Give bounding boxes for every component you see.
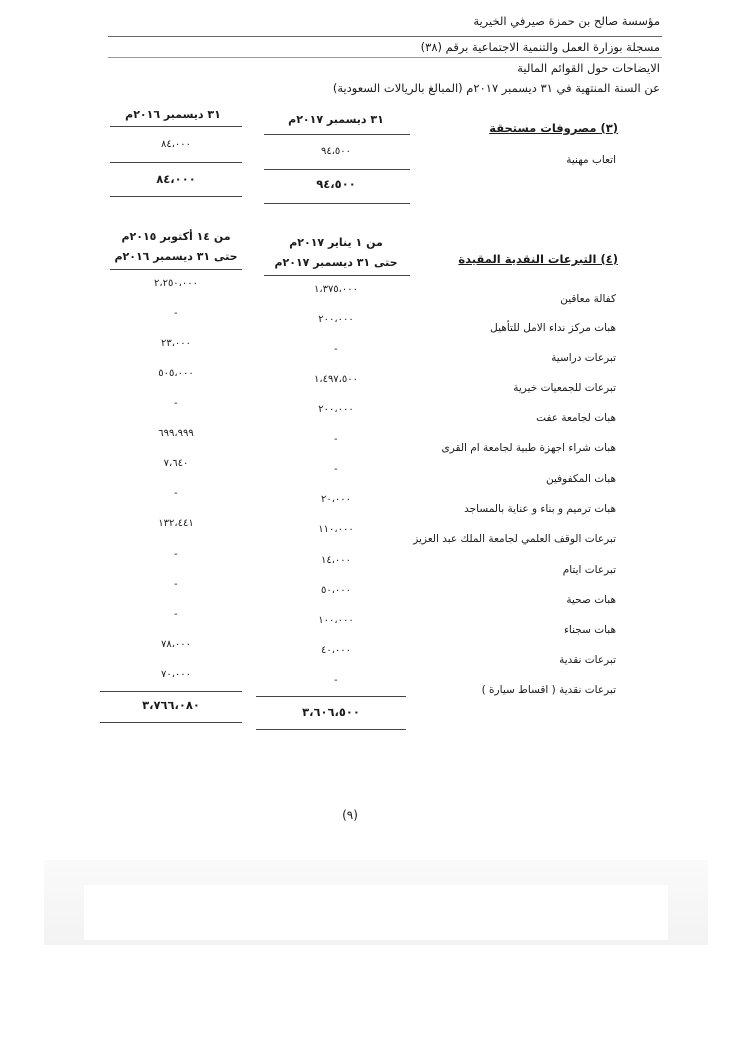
note4-row-prior: ٦٩٩،٩٩٩ — [158, 428, 194, 439]
note3-title: (٣) مصروفات مستحقة — [489, 121, 618, 135]
period-line: عن السنة المنتهية في ٣١ ديسمبر ٢٠١٧م (المبالغ بالريالات السعودية) — [332, 81, 660, 95]
note4-row-current: ١٤،٠٠٠ — [320, 555, 352, 566]
note4-col-prior-line2: حتى ٣١ ديسمبر ٢٠١٦م — [114, 250, 238, 263]
note4-total-current: ٣،٦٠٦،٥٠٠ — [302, 705, 360, 719]
note4-col-current-line1: من ١ يناير ٢٠١٧م — [289, 236, 383, 249]
note3-row-prior: ٨٤،٠٠٠ — [160, 139, 192, 150]
note4-row-prior: - — [173, 308, 179, 319]
note3-subtotal-rule-prior — [110, 162, 242, 163]
note4-row-label: تبرعات للجمعيات خيرية — [513, 382, 616, 394]
note4-row-prior: ٧،٦٤٠ — [163, 458, 189, 469]
header-rule-2 — [108, 57, 662, 58]
note4-row-current: ٢٠٠،٠٠٠ — [318, 404, 354, 415]
note4-row-prior: ٧٠،٠٠٠ — [160, 669, 192, 680]
note4-row-prior: ٢،٢٥٠،٠٠٠ — [153, 278, 199, 289]
note4-row-label: كفالة معاقين — [560, 293, 616, 305]
note4-row-current: ٢٠،٠٠٠ — [320, 494, 352, 505]
note4-row-current: - — [333, 344, 339, 355]
note3-total-current: ٩٤،٥٠٠ — [316, 177, 356, 191]
note4-row-prior: ٢٣،٠٠٠ — [160, 338, 192, 349]
note3-col-prior-rule — [110, 126, 242, 127]
note4-row-current: - — [333, 464, 339, 475]
note4-subtotal-rule-current — [256, 696, 406, 697]
note4-row-current: ٢٠٠،٠٠٠ — [318, 314, 354, 325]
page-number: (٩) — [342, 808, 358, 822]
note4-row-prior: - — [173, 488, 179, 499]
document-title: الايضاحات حول القوائم المالية — [517, 61, 660, 75]
note4-row-label: تبرعات ايتام — [562, 564, 616, 576]
note4-total-rule-prior — [100, 722, 242, 723]
org-name: مؤسسة صالح بن حمزة صيرفي الخيرية — [473, 14, 660, 28]
note3-row-current: ٩٤،٥٠٠ — [320, 146, 352, 157]
note4-row-current: ١١٠،٠٠٠ — [318, 524, 354, 535]
note3-col-current: ٣١ ديسمبر ٢٠١٧م — [288, 113, 384, 126]
note4-row-prior: ٧٨،٠٠٠ — [160, 639, 192, 650]
note4-row-label: هبات صحية — [566, 594, 616, 606]
note4-total-prior: ٣،٧٦٦،٠٨٠ — [142, 698, 200, 712]
note3-total-rule-current — [264, 203, 410, 204]
note3-row-label: اتعاب مهنية — [566, 154, 616, 166]
note4-row-label: هبات مركز نداء الامل للتأهيل — [490, 322, 616, 334]
note3-subtotal-rule-current — [264, 169, 410, 170]
note4-col-current-rule — [264, 275, 410, 276]
note3-col-current-rule — [264, 134, 410, 135]
note4-col-prior-rule — [110, 269, 242, 270]
note3-total-prior: ٨٤،٠٠٠ — [156, 172, 196, 186]
note4-row-prior: - — [173, 549, 179, 560]
note4-row-current: ٥٠،٠٠٠ — [320, 585, 352, 596]
note4-row-prior: - — [173, 579, 179, 590]
note4-row-current: - — [333, 434, 339, 445]
note4-row-label: تبرعات نقدية — [559, 654, 616, 666]
note4-col-current-line2: حتى ٣١ ديسمبر ٢٠١٧م — [274, 256, 398, 269]
note4-row-current: - — [333, 675, 339, 686]
note4-row-label: هبات ترميم و بناء و عناية بالمساجد — [464, 503, 616, 515]
note3-col-prior: ٣١ ديسمبر ٢٠١٦م — [125, 108, 221, 121]
scan-shadow-inner — [84, 885, 668, 940]
note4-row-prior: - — [173, 609, 179, 620]
note4-total-rule-current — [256, 729, 406, 730]
note4-row-label: هبات سجناء — [563, 624, 616, 636]
note4-row-current: ١،٣٧٥،٠٠٠ — [313, 284, 359, 295]
note4-title: (٤) التبرعات النقدية المقيدة — [458, 252, 618, 266]
note4-row-current: ١٠٠،٠٠٠ — [318, 615, 354, 626]
note4-row-prior: - — [173, 398, 179, 409]
note4-row-label: تبرعات نقدية ( اقساط سيارة ) — [481, 684, 616, 696]
note4-row-current: ٤٠،٠٠٠ — [320, 645, 352, 656]
note4-row-prior: ١٣٢،٤٤١ — [158, 518, 194, 529]
header-rule — [108, 36, 662, 37]
note4-row-label: هبات لجامعة عفت — [536, 412, 616, 424]
note4-row-label: تبرعات دراسية — [551, 352, 616, 364]
note4-row-label: هبات المكفوفين — [545, 473, 616, 485]
note3-total-rule-prior — [110, 196, 242, 197]
note4-col-prior-line1: من ١٤ أكتوبر ٢٠١٥م — [121, 230, 231, 243]
note4-row-prior: ٥٠٥،٠٠٠ — [158, 368, 194, 379]
registration-line: مسجلة بوزارة العمل والتنمية الاجتماعية برقم (٣٨) — [420, 40, 660, 54]
note4-row-current: ١،٤٩٧،٥٠٠ — [313, 374, 359, 385]
note4-subtotal-rule-prior — [100, 691, 242, 692]
note4-row-label: هبات شراء اجهزة طبية لجامعة ام القرى — [441, 442, 616, 454]
note4-row-label: تبرعات الوقف العلمي لجامعة الملك عبد العزيز — [413, 533, 616, 545]
